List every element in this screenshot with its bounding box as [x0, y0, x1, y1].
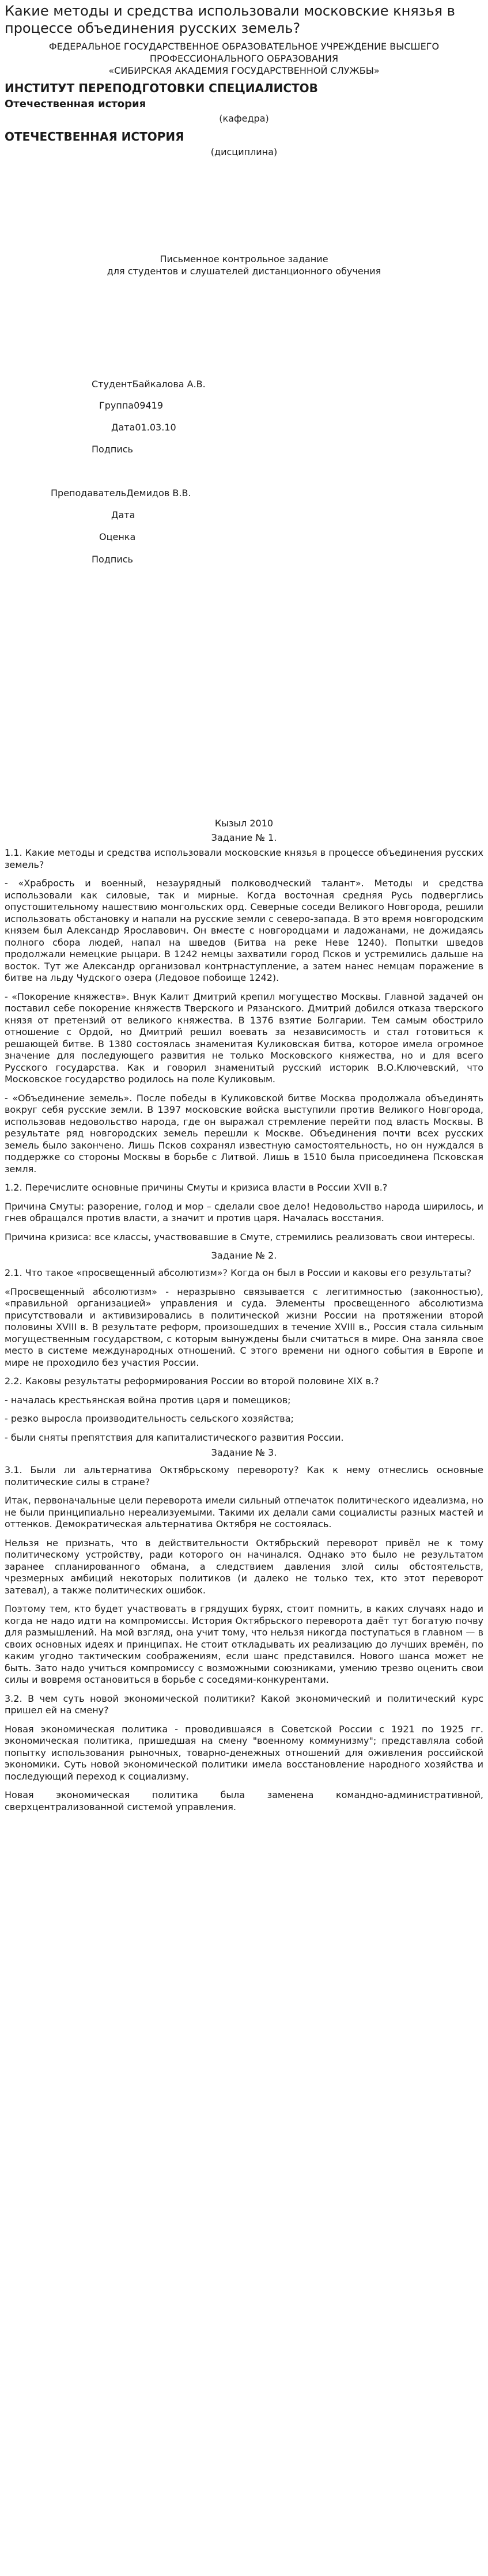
answer-3-1-c: Поэтому тем, кто будет участвовать в грядущих бурях, стоит помнить, в каких случаях надо и когда не надо идти на компромиссы. История Октябрьского переворота даёт тут богатую почву для размышлений. На мой взгляд, она учит тому, что нельзя никогда поступаться в главном — в своих основных идеях и принципах. Не стоит откладывать их реализацию до лучших времён, по каким угодно тактическим соображениям, если шанс представился. Нового шанса может не быть. Зато надо учиться компромиссу с возможными союзниками, умению трезво оценить свои силы и вовремя остановиться в борьбе с соседями-конкурентами.	[5, 1603, 483, 1685]
department-caption: (кафедра)	[219, 113, 269, 124]
student-name: СтудентБайкалова А.В.	[92, 379, 206, 390]
institution-line-2: ПРОФЕССИОНАЛЬНОГО ОБРАЗОВАНИЯ	[149, 53, 339, 64]
task-3-heading: Задание № 3.	[211, 1447, 277, 1458]
question-2-2: 2.2. Каковы результаты реформирования России во второй половине XIX в.?	[5, 1376, 379, 1387]
answer-3-1-b: Нельзя не признать, что в действительности Октябрьский переворот привёл не к тому политическому устройству, ради которого он начинался. Однако это было не результатом заранее спланированного обмана, а следствием давления злой силы обстоятельств, чрезмерных амбиций некоторых политиков (и далеко не только тех, кто этот переворот затевал), а также политических ошибок.	[5, 1537, 483, 1596]
answer-1-1-a: - «Храбрость и военный, незаурядный полководческий талант». Методы и средства использовали как силовые, так и мирные. Когда восточная средняя Русь подверглись опустошительному нашествию монгольских орд. Северные соседи Великого Новгорода, решили использовать обстановку и напали на русские земли с северо-запада. В это время новгородским князем был Александр Ярославович. Он вместе с новгородцами и ладожанами, не дожидаясь полного сбора людей, напал на шведов (Битва на реке Неве 1240). Попытки шведов продолжали немецкие рыцари. В 1242 немцы захватили город Псков и устремились дальше на восток. Тут же Александр организовал контрнаступление, а затем нанес немцам поражение в битве на льду Чудского озера (Ледовое побоище 1242).	[5, 878, 483, 983]
discipline-caption: (дисциплина)	[210, 146, 278, 157]
department-name: Отечественная история	[5, 98, 146, 110]
document	[0, 0, 488, 158]
student-date: Дата01.03.10	[111, 422, 176, 433]
task-1-heading: Задание № 1.	[211, 832, 277, 843]
answer-3-1-a: Итак, первоначальные цели переворота имели сильный отпечаток политического идеализма, но не были принципиально нереализуемыми. Такими их делали сами социалисты разных мастей и оттенков. Демократическая альтернатива Октября не состоялась.	[5, 1495, 483, 1529]
answer-2-1: «Просвещенный абсолютизм» - неразрывно связывается с легитимностью (законностью), «правильной организацией» управления и суда. Элементы просвещенного абсолютизма присутствовали и активизировались в политической жизни России на протяжении второй половины XVIII в. В результате реформ, произошедших в течение XVIII в., Россия стала сильным могущественным государством, с которым вынуждены были считаться в мире. Она заняла свое место в системе международных отношений. С этого времени ни одного события в Европе и мире не проходило без участия России.	[5, 1286, 483, 1368]
teacher-grade: Оценка	[99, 531, 136, 542]
question-3-2: 3.2. В чем суть новой экономической политики? Какой экономический и политический курс пришел ей на смену?	[5, 1693, 483, 1716]
answers-body	[5, 847, 483, 1820]
institute-heading: ИНСТИТУТ ПЕРЕПОДГОТОВКИ СПЕЦИАЛИСТОВ	[5, 81, 318, 95]
answer-1-1-c: - «Объединение земель». После победы в Куликовской битве Москва продолжала объединять вокруг себя русские земли. В 1397 московские войска выступили против Великого Новгорода, использовав недовольство народа, где он выражал стремление перейти под власть Москвы. В результате ряд новгородских земель перешли к Москве. Объединения почти всех русских земель было закончено. Лишь Псков сохранял известную самостоятельность, но он нуждался в поддержке со стороны Москвы в борьбе с Литвой. Лишь в 1510 была присоединена Псковская земля.	[5, 1092, 483, 1174]
task-2-heading: Задание № 2.	[211, 1250, 277, 1261]
question-3-1: 3.1. Были ли альтернатива Октябрьскому перевороту? Как к нему отнеслись основные политические силы в стране?	[5, 1464, 483, 1487]
teacher-signature: Подпись	[92, 554, 133, 565]
city-year: Кызыл 2010	[214, 818, 274, 829]
question-2-1: 2.1. Что такое «просвещенный абсолютизм»? Когда он был в России и каковы его результаты?	[5, 1267, 472, 1278]
answer-1-1-b: - «Покорение княжеств». Внук Калит Дмитрий крепил могущество Москвы. Главной задачей он поставил себе покорение княжеств Тверского и Рязанского. Дмитрий добился отказа тверского князя от претензий от великого княжества. В 1376 взятие Болгарии. Тем самым обострило отношение с Ордой, но Дмитрий решил воевать за независимость и стал готовиться к решающей битве. В 1380 состоялась знаменитая Куликовская битва, которое имела огромное значение для последующего развития не только Московского княжества, но и для всего Русского государства. Как и говорил знаменитый русский историк В.О.Ключевский, что Московское государство родилось на поле Куликовым.	[5, 991, 483, 1085]
institution-line-3: «СИБИРСКАЯ АКАДЕМИЯ ГОСУДАРСТВЕННОЙ СЛУЖБЫ»	[108, 65, 380, 76]
discipline-name: ОТЕЧЕСТВЕННАЯ ИСТОРИЯ	[5, 130, 184, 143]
answer-2-2-item-2: - резко выросла производительность сельского хозяйства;	[5, 1413, 294, 1424]
answer-1-2-b: Причина кризиса: все классы, участвовавшие в Смуте, стремились реализовать свои интересы.	[5, 1231, 475, 1242]
assignment-line-2: для студентов и слушателей дистанционного обучения	[107, 266, 381, 277]
assignment-line-1: Письменное контрольное задание	[160, 254, 328, 265]
teacher-date: Дата	[111, 509, 135, 520]
student-signature: Подпись	[92, 444, 133, 455]
institution-line-1: ФЕДЕРАЛЬНОЕ ГОСУДАРСТВЕННОЕ ОБРАЗОВАТЕЛЬНОЕ УЧРЕЖДЕНИЕ ВЫСШЕГО	[48, 41, 440, 52]
answer-1-2-a: Причина Смуты: разорение, голод и мор – сделали свое дело! Недовольство народа ширилось, и гнев обращался против власти, а значит и против царя. Началась восстания.	[5, 1200, 483, 1223]
question-1-2: 1.2. Перечислите основные причины Смуты и кризиса власти в России XVII в.?	[5, 1182, 388, 1193]
answer-3-2-a: Новая экономическая политика - проводившаяся в Советской России с 1921 по 1925 гг. экономическая политика, пришедшая на смену "военному коммунизму"; представляла собой попытку использования рыночных, товарно-денежных отношений для оживления российской экономики. Суть новой экономической политики имела восстановление народного хозяйства и последующий переход к социализму.	[5, 1723, 483, 1782]
answer-2-2-item-1: - началась крестьянская война против царя и помещиков;	[5, 1394, 291, 1406]
question-1-1: 1.1. Какие методы и средства использовали московские князья в процессе объединения русских земель?	[5, 847, 483, 870]
answer-2-2-item-3: - были сняты препятствия для капиталистического развития России.	[5, 1431, 344, 1443]
student-group: Группа09419	[99, 400, 164, 411]
answer-3-2-b: Новая экономическая политика была заменена командно-административной, сверхцентрализованной системой управления.	[5, 1789, 483, 1812]
question-title: Какие методы и средства использовали московские князья в процессе объединения русских земель?	[5, 3, 455, 36]
teacher-name: ПреподавательДемидов В.В.	[51, 488, 191, 498]
